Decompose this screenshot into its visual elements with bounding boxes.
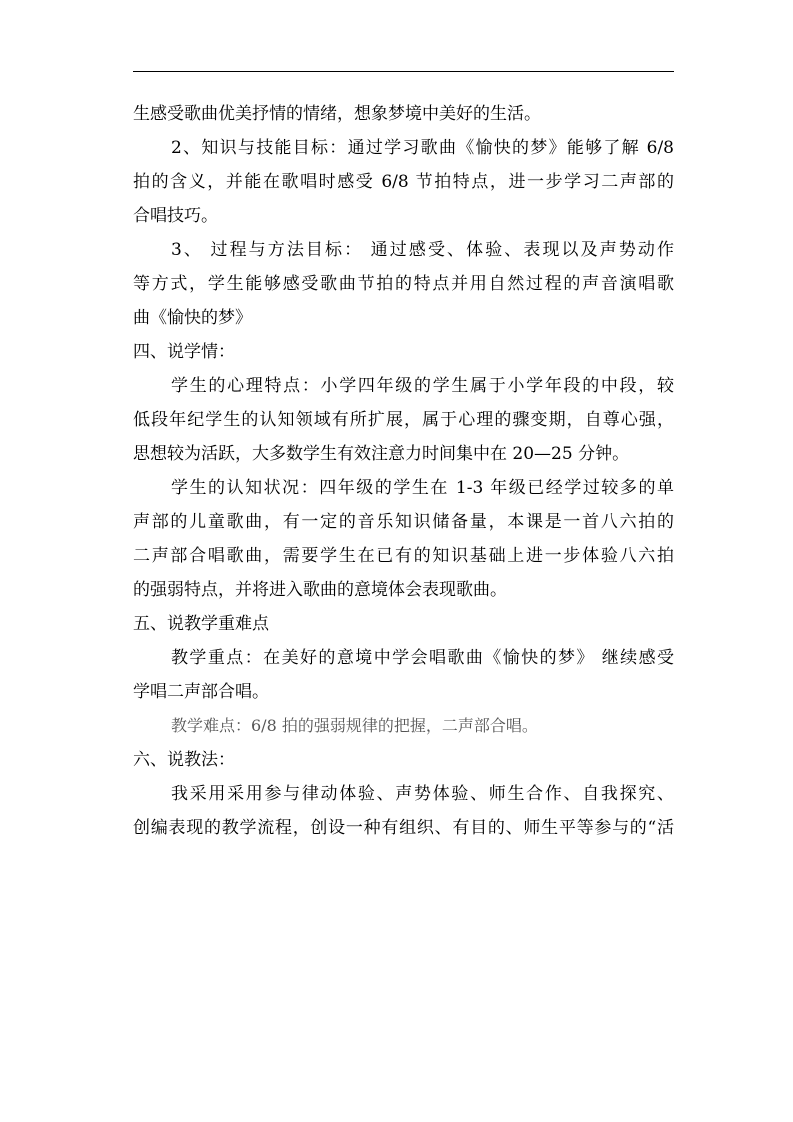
text-line: 思想较为活跃，大多数学生有效注意力时间集中在 20—25 分钟。 [133,444,630,464]
text-line: 学唱二声部合唱。 [133,682,269,702]
text-line: 3、 过程与方法目标： 通过感受、体验、表现以及声势动作 [171,240,674,260]
section-heading: 四、说学情： [133,342,235,362]
paragraph-student-cognition [133,471,674,607]
paragraph-goal-process [133,233,674,335]
text-line: 2、知识与技能目标：通过学习歌曲《愉快的梦》能够了解 6/8 [171,138,674,158]
text-line: 教学难点：6/8 拍的强弱规律的把握，二声部合唱。 [171,716,538,735]
header-rule [133,71,674,72]
text-line: 等方式，学生能够感受歌曲节拍的特点并用自然过程的声音演唱歌 [133,274,674,294]
text-line: 声部的儿童歌曲，有一定的音乐知识储备量，本课是一首八六拍的 [133,512,674,532]
section-heading-6 [133,743,674,777]
paragraph-goal-knowledge [133,131,674,233]
text-line: 教学重点：在美好的意境中学会唱歌曲《愉快的梦》 继续感受 [171,648,674,668]
text-line: 生感受歌曲优美抒情的情绪，想象梦境中美好的生活。 [133,104,541,124]
text-line: 二声部合唱歌曲，需要学生在已有的知识基础上进一步体验八六拍 [133,546,674,566]
text-line: 我采用采用参与律动体验、声势体验、师生合作、自我探究、 [171,784,674,804]
text-line: 低段年纪学生的认知领域有所扩展，属于心理的骤变期，自尊心强， [133,410,674,430]
section-heading: 六、说教法： [133,750,235,770]
paragraph-method [133,777,674,845]
paragraph-goal-emotion-tail [133,97,674,131]
section-heading: 五、说教学重难点 [133,614,269,634]
section-heading-4 [133,335,674,369]
paragraph-difficult-point [133,709,674,743]
document-body [133,97,674,845]
text-line: 曲《愉快的梦》 [133,308,252,328]
text-line: 的强弱特点，并将进入歌曲的意境体会表现歌曲。 [133,580,507,600]
text-line: 合唱技巧。 [133,206,218,226]
text-line: 拍的含义，并能在歌唱时感受 6/8 节拍特点，进一步学习二声部的 [133,172,674,192]
paragraph-key-point [133,641,674,709]
text-line: 学生的心理特点：小学四年级的学生属于小学年段的中段，较 [171,376,674,396]
text-line: 学生的认知状况：四年级的学生在 1-3 年级已经学过较多的单 [171,478,674,498]
paragraph-student-psychology [133,369,674,471]
text-line: 创编表现的教学流程，创设一种有组织、有目的、师生平等参与的“活 [133,818,674,838]
section-heading-5 [133,607,674,641]
